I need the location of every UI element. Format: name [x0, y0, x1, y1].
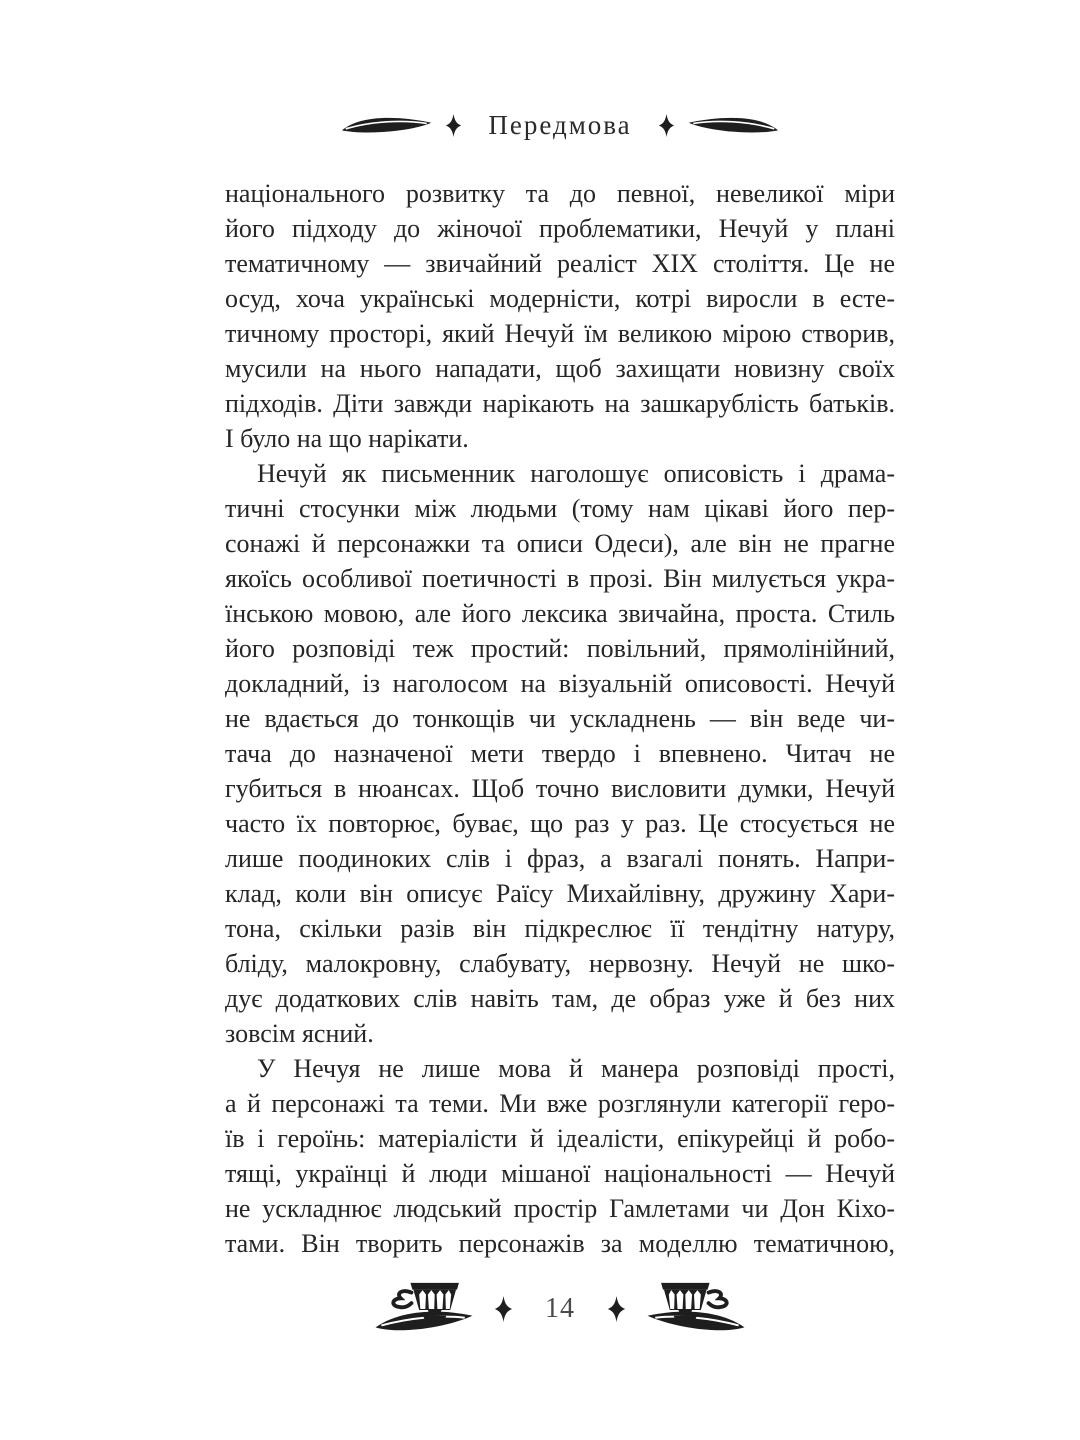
paragraph — [225, 176, 895, 456]
diamond-star-icon — [494, 1296, 513, 1322]
text-line: їнською мовою, але його лексика звичайна, проста. Стиль — [225, 599, 895, 628]
text-line: його підходу до жіночої проблематики, Нечуй у плані — [225, 214, 895, 243]
leaf-flourish-icon — [687, 112, 779, 138]
teacup-leaf-ornament-icon — [374, 1277, 476, 1341]
text-line: якоїсь особливої поетичності в прозі. Він милується укра- — [225, 564, 895, 593]
text-line: тематичному — звичайний реаліст XIX століття. Це не — [225, 249, 895, 278]
text-line: дує додаткових слів навіть там, де образ уже й без них — [225, 984, 895, 1013]
text-line: підходів. Діти завжди нарікають на зашкарублість батьків. — [225, 389, 895, 418]
chapter-title: Передмова — [488, 109, 632, 140]
text-line: І було на що нарікати. — [225, 424, 469, 453]
page-footer — [225, 1276, 895, 1342]
text-line: тами. Він творить персонажів за моделлю тематичною, — [225, 1229, 895, 1258]
text-line: зовсім ясний. — [225, 1019, 374, 1048]
leaf-flourish-icon — [341, 112, 433, 138]
text-line: тичному просторі, який Нечуй їм великою мірою створив, — [225, 319, 895, 348]
text-line: не вдається до тонкощів чи ускладнень — він веде чи- — [225, 704, 895, 733]
paragraph — [225, 1051, 895, 1261]
text-line: тящі, українці й люди мішаної національності — Нечуй — [225, 1159, 895, 1188]
text-line: Нечуй як письменник наголошує описовість і драма- — [257, 459, 895, 488]
page-number: 14 — [545, 1293, 575, 1324]
text-line: губиться в нюансах. Щоб точно висловити думки, Нечуй — [225, 774, 895, 803]
text-line: національного розвитку та до певної, невеликої міри — [225, 179, 895, 208]
text-line: не ускладнює людський простір Гамлетами чи Дон Кіхо- — [225, 1194, 895, 1223]
chapter-header — [225, 98, 895, 152]
text-line: тача до назначеної мети твердо і впевнено. Читач не — [225, 739, 895, 768]
text-line: бліду, малокровну, слабувату, нервозну. Нечуй не шко- — [225, 949, 895, 978]
text-line: осуд, хоча українські модерністи, котрі виросли в есте- — [225, 284, 895, 313]
paragraph — [225, 456, 895, 1051]
diamond-star-icon — [607, 1296, 626, 1322]
text-line: їв і героїнь: матеріалісти й ідеалісти, епікурейці й робо- — [225, 1124, 895, 1153]
text-line: лише поодиноких слів і фраз, а взагалі понять. Напри- — [225, 844, 895, 873]
teacup-leaf-ornament-icon — [644, 1277, 746, 1341]
text-line: мусили на нього нападати, щоб захищати новизну своїх — [225, 354, 895, 383]
text-line: його розповіді теж простий: повільний, прямолінійний, — [225, 634, 895, 663]
diamond-star-icon — [445, 114, 462, 137]
text-line: тичні стосунки між людьми (тому нам цікаві його пер- — [225, 494, 895, 523]
text-line: тона, скільки разів він підкреслює її тендітну натуру, — [225, 914, 895, 943]
diamond-star-icon — [658, 114, 675, 137]
text-line: часто їх повторює, буває, що раз у раз. Це стосується не — [225, 809, 895, 838]
text-line: а й персонажі та теми. Ми вже розглянули категорії геро- — [225, 1089, 895, 1118]
text-line: докладний, із наголосом на візуальній описовості. Нечуй — [225, 669, 895, 698]
text-block — [225, 176, 895, 1261]
text-line: клад, коли він описує Раїсу Михайлівну, дружину Хари- — [225, 879, 895, 908]
text-line: сонажі й персонажки та описи Одеси), але він не прагне — [225, 529, 895, 558]
text-line: У Нечуя не лише мова й манера розповіді прості, — [257, 1054, 895, 1083]
